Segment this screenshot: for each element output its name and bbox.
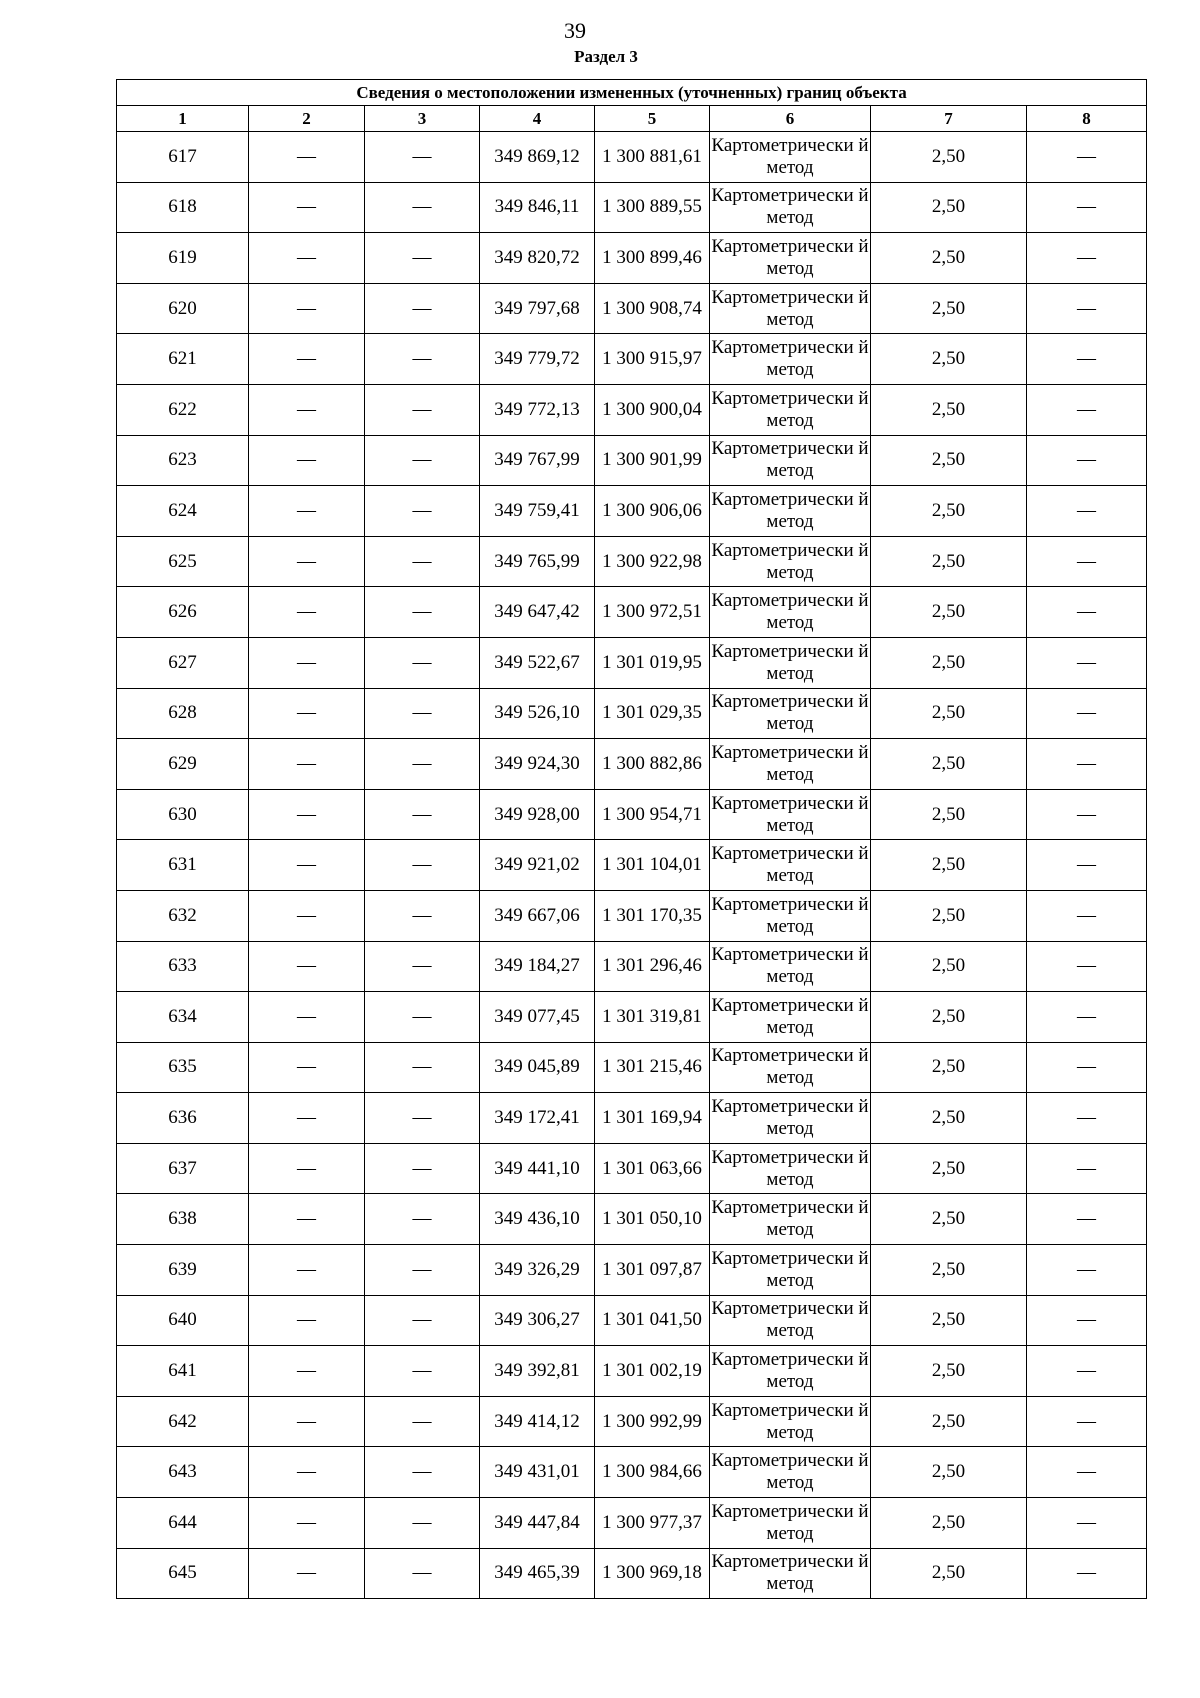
x-coordinate-cell: 349 759,41 xyxy=(480,486,595,537)
x-coordinate-cell: 349 306,27 xyxy=(480,1295,595,1346)
y-coordinate-cell: 1 301 063,66 xyxy=(595,1143,710,1194)
y-coordinate-cell: 1 301 041,50 xyxy=(595,1295,710,1346)
point-number-cell: 631 xyxy=(117,840,249,891)
x-coordinate-cell: 349 045,89 xyxy=(480,1042,595,1093)
col2-cell: — xyxy=(249,1447,365,1498)
col2-cell: — xyxy=(249,992,365,1043)
accuracy-cell: 2,50 xyxy=(871,283,1027,334)
point-number-cell: 635 xyxy=(117,1042,249,1093)
y-coordinate-cell: 1 300 908,74 xyxy=(595,283,710,334)
col2-cell: — xyxy=(249,1194,365,1245)
table-row xyxy=(117,1245,1147,1296)
col8-cell: — xyxy=(1027,1447,1147,1498)
method-cell: Картометрически й метод xyxy=(710,1093,871,1144)
col3-cell: — xyxy=(365,1396,480,1447)
x-coordinate-cell: 349 820,72 xyxy=(480,233,595,284)
point-number-cell: 621 xyxy=(117,334,249,385)
col2-cell: — xyxy=(249,1245,365,1296)
col3-cell: — xyxy=(365,486,480,537)
accuracy-cell: 2,50 xyxy=(871,941,1027,992)
method-cell: Картометрически й метод xyxy=(710,1447,871,1498)
y-coordinate-cell: 1 301 104,01 xyxy=(595,840,710,891)
accuracy-cell: 2,50 xyxy=(871,1093,1027,1144)
col3-cell: — xyxy=(365,233,480,284)
col8-cell: — xyxy=(1027,1143,1147,1194)
x-coordinate-cell: 349 779,72 xyxy=(480,334,595,385)
x-coordinate-cell: 349 522,67 xyxy=(480,637,595,688)
table-row xyxy=(117,283,1147,334)
accuracy-cell: 2,50 xyxy=(871,1396,1027,1447)
point-number-cell: 623 xyxy=(117,435,249,486)
table-row xyxy=(117,1498,1147,1549)
col3-cell: — xyxy=(365,587,480,638)
accuracy-cell: 2,50 xyxy=(871,739,1027,790)
y-coordinate-cell: 1 300 972,51 xyxy=(595,587,710,638)
y-coordinate-cell: 1 301 097,87 xyxy=(595,1245,710,1296)
y-coordinate-cell: 1 300 992,99 xyxy=(595,1396,710,1447)
accuracy-cell: 2,50 xyxy=(871,1194,1027,1245)
table-row xyxy=(117,789,1147,840)
column-number-3: 3 xyxy=(365,106,480,132)
point-number-cell: 617 xyxy=(117,132,249,183)
column-number-1: 1 xyxy=(117,106,249,132)
col8-cell: — xyxy=(1027,890,1147,941)
col2-cell: — xyxy=(249,536,365,587)
col8-cell: — xyxy=(1027,132,1147,183)
x-coordinate-cell: 349 765,99 xyxy=(480,536,595,587)
method-cell: Картометрически й метод xyxy=(710,283,871,334)
method-cell: Картометрически й метод xyxy=(710,688,871,739)
method-cell: Картометрически й метод xyxy=(710,587,871,638)
point-number-cell: 642 xyxy=(117,1396,249,1447)
point-number-cell: 629 xyxy=(117,739,249,790)
x-coordinate-cell: 349 767,99 xyxy=(480,435,595,486)
col3-cell: — xyxy=(365,1093,480,1144)
table-row xyxy=(117,739,1147,790)
accuracy-cell: 2,50 xyxy=(871,1143,1027,1194)
col8-cell: — xyxy=(1027,789,1147,840)
table-row xyxy=(117,1042,1147,1093)
point-number-cell: 620 xyxy=(117,283,249,334)
method-cell: Картометрически й метод xyxy=(710,1396,871,1447)
col3-cell: — xyxy=(365,1042,480,1093)
point-number-cell: 641 xyxy=(117,1346,249,1397)
method-cell: Картометрически й метод xyxy=(710,132,871,183)
accuracy-cell: 2,50 xyxy=(871,1447,1027,1498)
x-coordinate-cell: 349 326,29 xyxy=(480,1245,595,1296)
method-cell: Картометрически й метод xyxy=(710,1548,871,1599)
col2-cell: — xyxy=(249,840,365,891)
col2-cell: — xyxy=(249,1295,365,1346)
col3-cell: — xyxy=(365,941,480,992)
col8-cell: — xyxy=(1027,992,1147,1043)
point-number-cell: 618 xyxy=(117,182,249,233)
point-number-cell: 619 xyxy=(117,233,249,284)
x-coordinate-cell: 349 172,41 xyxy=(480,1093,595,1144)
method-cell: Картометрически й метод xyxy=(710,1194,871,1245)
x-coordinate-cell: 349 436,10 xyxy=(480,1194,595,1245)
col3-cell: — xyxy=(365,1295,480,1346)
col8-cell: — xyxy=(1027,739,1147,790)
col3-cell: — xyxy=(365,536,480,587)
col8-cell: — xyxy=(1027,1548,1147,1599)
col3-cell: — xyxy=(365,182,480,233)
method-cell: Картометрически й метод xyxy=(710,435,871,486)
col2-cell: — xyxy=(249,283,365,334)
y-coordinate-cell: 1 301 215,46 xyxy=(595,1042,710,1093)
y-coordinate-cell: 1 300 882,86 xyxy=(595,739,710,790)
y-coordinate-cell: 1 301 296,46 xyxy=(595,941,710,992)
x-coordinate-cell: 349 647,42 xyxy=(480,587,595,638)
y-coordinate-cell: 1 300 881,61 xyxy=(595,132,710,183)
col8-cell: — xyxy=(1027,1498,1147,1549)
accuracy-cell: 2,50 xyxy=(871,132,1027,183)
y-coordinate-cell: 1 301 029,35 xyxy=(595,688,710,739)
col3-cell: — xyxy=(365,1245,480,1296)
table-row xyxy=(117,1143,1147,1194)
point-number-cell: 639 xyxy=(117,1245,249,1296)
page-number: 39 xyxy=(564,18,586,43)
method-cell: Картометрически й метод xyxy=(710,486,871,537)
col2-cell: — xyxy=(249,890,365,941)
column-number-7: 7 xyxy=(871,106,1027,132)
method-cell: Картометрически й метод xyxy=(710,384,871,435)
col3-cell: — xyxy=(365,1548,480,1599)
y-coordinate-cell: 1 300 977,37 xyxy=(595,1498,710,1549)
y-coordinate-cell: 1 300 954,71 xyxy=(595,789,710,840)
col2-cell: — xyxy=(249,334,365,385)
col3-cell: — xyxy=(365,132,480,183)
y-coordinate-cell: 1 301 169,94 xyxy=(595,1093,710,1144)
y-coordinate-cell: 1 300 969,18 xyxy=(595,1548,710,1599)
y-coordinate-cell: 1 300 915,97 xyxy=(595,334,710,385)
col2-cell: — xyxy=(249,1042,365,1093)
col3-cell: — xyxy=(365,688,480,739)
col2-cell: — xyxy=(249,1548,365,1599)
table-row xyxy=(117,132,1147,183)
point-number-cell: 633 xyxy=(117,941,249,992)
table-row xyxy=(117,435,1147,486)
accuracy-cell: 2,50 xyxy=(871,233,1027,284)
col2-cell: — xyxy=(249,739,365,790)
x-coordinate-cell: 349 846,11 xyxy=(480,182,595,233)
col2-cell: — xyxy=(249,1346,365,1397)
x-coordinate-cell: 349 077,45 xyxy=(480,992,595,1043)
col8-cell: — xyxy=(1027,334,1147,385)
accuracy-cell: 2,50 xyxy=(871,334,1027,385)
point-number-cell: 626 xyxy=(117,587,249,638)
point-number-cell: 636 xyxy=(117,1093,249,1144)
table-row xyxy=(117,334,1147,385)
method-cell: Картометрически й метод xyxy=(710,536,871,587)
col8-cell: — xyxy=(1027,941,1147,992)
point-number-cell: 644 xyxy=(117,1498,249,1549)
col8-cell: — xyxy=(1027,1042,1147,1093)
method-cell: Картометрически й метод xyxy=(710,739,871,790)
accuracy-cell: 2,50 xyxy=(871,1548,1027,1599)
x-coordinate-cell: 349 928,00 xyxy=(480,789,595,840)
accuracy-cell: 2,50 xyxy=(871,688,1027,739)
x-coordinate-cell: 349 667,06 xyxy=(480,890,595,941)
method-cell: Картометрически й метод xyxy=(710,334,871,385)
boundary-coordinates-table xyxy=(116,79,1147,1599)
method-cell: Картометрически й метод xyxy=(710,1245,871,1296)
col8-cell: — xyxy=(1027,1396,1147,1447)
accuracy-cell: 2,50 xyxy=(871,486,1027,537)
section-title: Раздел 3 xyxy=(574,47,638,66)
col3-cell: — xyxy=(365,283,480,334)
accuracy-cell: 2,50 xyxy=(871,890,1027,941)
point-number-cell: 640 xyxy=(117,1295,249,1346)
table-row xyxy=(117,688,1147,739)
col8-cell: — xyxy=(1027,384,1147,435)
col3-cell: — xyxy=(365,1194,480,1245)
table-row xyxy=(117,840,1147,891)
column-number-8: 8 xyxy=(1027,106,1147,132)
point-number-cell: 632 xyxy=(117,890,249,941)
col2-cell: — xyxy=(249,1143,365,1194)
x-coordinate-cell: 349 924,30 xyxy=(480,739,595,790)
y-coordinate-cell: 1 300 922,98 xyxy=(595,536,710,587)
table-row xyxy=(117,182,1147,233)
point-number-cell: 624 xyxy=(117,486,249,537)
table-row xyxy=(117,1396,1147,1447)
col2-cell: — xyxy=(249,435,365,486)
col8-cell: — xyxy=(1027,1245,1147,1296)
y-coordinate-cell: 1 300 889,55 xyxy=(595,182,710,233)
accuracy-cell: 2,50 xyxy=(871,182,1027,233)
method-cell: Картометрически й метод xyxy=(710,789,871,840)
x-coordinate-cell: 349 772,13 xyxy=(480,384,595,435)
table-row xyxy=(117,233,1147,284)
y-coordinate-cell: 1 300 906,06 xyxy=(595,486,710,537)
table-row xyxy=(117,536,1147,587)
column-number-6: 6 xyxy=(710,106,871,132)
col8-cell: — xyxy=(1027,1295,1147,1346)
col2-cell: — xyxy=(249,233,365,284)
y-coordinate-cell: 1 301 319,81 xyxy=(595,992,710,1043)
point-number-cell: 634 xyxy=(117,992,249,1043)
y-coordinate-cell: 1 301 170,35 xyxy=(595,890,710,941)
x-coordinate-cell: 349 465,39 xyxy=(480,1548,595,1599)
y-coordinate-cell: 1 300 901,99 xyxy=(595,435,710,486)
col8-cell: — xyxy=(1027,840,1147,891)
col3-cell: — xyxy=(365,992,480,1043)
col3-cell: — xyxy=(365,739,480,790)
table-row xyxy=(117,637,1147,688)
point-number-cell: 622 xyxy=(117,384,249,435)
point-number-cell: 645 xyxy=(117,1548,249,1599)
col2-cell: — xyxy=(249,1093,365,1144)
point-number-cell: 625 xyxy=(117,536,249,587)
method-cell: Картометрически й метод xyxy=(710,233,871,284)
col3-cell: — xyxy=(365,334,480,385)
col3-cell: — xyxy=(365,1346,480,1397)
method-cell: Картометрически й метод xyxy=(710,992,871,1043)
col2-cell: — xyxy=(249,941,365,992)
method-cell: Картометрически й метод xyxy=(710,182,871,233)
col8-cell: — xyxy=(1027,1093,1147,1144)
col2-cell: — xyxy=(249,1396,365,1447)
x-coordinate-cell: 349 414,12 xyxy=(480,1396,595,1447)
col8-cell: — xyxy=(1027,182,1147,233)
accuracy-cell: 2,50 xyxy=(871,992,1027,1043)
col3-cell: — xyxy=(365,840,480,891)
col8-cell: — xyxy=(1027,536,1147,587)
accuracy-cell: 2,50 xyxy=(871,435,1027,486)
method-cell: Картометрически й метод xyxy=(710,637,871,688)
col2-cell: — xyxy=(249,637,365,688)
col2-cell: — xyxy=(249,789,365,840)
col2-cell: — xyxy=(249,132,365,183)
table-caption: Сведения о местоположении измененных (уточненных) границ объекта xyxy=(117,80,1147,106)
table-row xyxy=(117,587,1147,638)
table-row xyxy=(117,890,1147,941)
method-cell: Картометрически й метод xyxy=(710,1143,871,1194)
point-number-cell: 628 xyxy=(117,688,249,739)
col3-cell: — xyxy=(365,1143,480,1194)
accuracy-cell: 2,50 xyxy=(871,1295,1027,1346)
method-cell: Картометрически й метод xyxy=(710,890,871,941)
x-coordinate-cell: 349 184,27 xyxy=(480,941,595,992)
col8-cell: — xyxy=(1027,1346,1147,1397)
table-row xyxy=(117,1093,1147,1144)
column-number-5: 5 xyxy=(595,106,710,132)
point-number-cell: 630 xyxy=(117,789,249,840)
column-number-row xyxy=(117,106,1147,132)
y-coordinate-cell: 1 300 984,66 xyxy=(595,1447,710,1498)
accuracy-cell: 2,50 xyxy=(871,1346,1027,1397)
method-cell: Картометрически й метод xyxy=(710,1042,871,1093)
point-number-cell: 627 xyxy=(117,637,249,688)
y-coordinate-cell: 1 300 899,46 xyxy=(595,233,710,284)
accuracy-cell: 2,50 xyxy=(871,1042,1027,1093)
accuracy-cell: 2,50 xyxy=(871,789,1027,840)
col8-cell: — xyxy=(1027,283,1147,334)
col8-cell: — xyxy=(1027,435,1147,486)
method-cell: Картометрически й метод xyxy=(710,941,871,992)
col8-cell: — xyxy=(1027,637,1147,688)
col3-cell: — xyxy=(365,637,480,688)
col8-cell: — xyxy=(1027,688,1147,739)
x-coordinate-cell: 349 921,02 xyxy=(480,840,595,891)
point-number-cell: 643 xyxy=(117,1447,249,1498)
col2-cell: — xyxy=(249,587,365,638)
table-row xyxy=(117,1346,1147,1397)
accuracy-cell: 2,50 xyxy=(871,384,1027,435)
table-body xyxy=(117,132,1147,1599)
accuracy-cell: 2,50 xyxy=(871,536,1027,587)
col3-cell: — xyxy=(365,1447,480,1498)
column-number-4: 4 xyxy=(480,106,595,132)
col3-cell: — xyxy=(365,789,480,840)
method-cell: Картометрически й метод xyxy=(710,1498,871,1549)
col8-cell: — xyxy=(1027,233,1147,284)
col8-cell: — xyxy=(1027,587,1147,638)
table-row xyxy=(117,1295,1147,1346)
x-coordinate-cell: 349 392,81 xyxy=(480,1346,595,1397)
col2-cell: — xyxy=(249,486,365,537)
point-number-cell: 638 xyxy=(117,1194,249,1245)
point-number-cell: 637 xyxy=(117,1143,249,1194)
col3-cell: — xyxy=(365,384,480,435)
x-coordinate-cell: 349 447,84 xyxy=(480,1498,595,1549)
table-row xyxy=(117,1447,1147,1498)
col2-cell: — xyxy=(249,384,365,435)
y-coordinate-cell: 1 301 019,95 xyxy=(595,637,710,688)
y-coordinate-cell: 1 301 050,10 xyxy=(595,1194,710,1245)
col2-cell: — xyxy=(249,182,365,233)
y-coordinate-cell: 1 301 002,19 xyxy=(595,1346,710,1397)
x-coordinate-cell: 349 441,10 xyxy=(480,1143,595,1194)
table-row xyxy=(117,941,1147,992)
col8-cell: — xyxy=(1027,486,1147,537)
accuracy-cell: 2,50 xyxy=(871,637,1027,688)
accuracy-cell: 2,50 xyxy=(871,587,1027,638)
method-cell: Картометрически й метод xyxy=(710,840,871,891)
accuracy-cell: 2,50 xyxy=(871,1245,1027,1296)
col8-cell: — xyxy=(1027,1194,1147,1245)
col3-cell: — xyxy=(365,890,480,941)
column-number-2: 2 xyxy=(249,106,365,132)
accuracy-cell: 2,50 xyxy=(871,840,1027,891)
x-coordinate-cell: 349 869,12 xyxy=(480,132,595,183)
table-row xyxy=(117,1194,1147,1245)
method-cell: Картометрически й метод xyxy=(710,1346,871,1397)
table-row xyxy=(117,384,1147,435)
table-row xyxy=(117,1548,1147,1599)
col3-cell: — xyxy=(365,435,480,486)
y-coordinate-cell: 1 300 900,04 xyxy=(595,384,710,435)
col2-cell: — xyxy=(249,688,365,739)
x-coordinate-cell: 349 526,10 xyxy=(480,688,595,739)
table-row xyxy=(117,992,1147,1043)
x-coordinate-cell: 349 431,01 xyxy=(480,1447,595,1498)
col3-cell: — xyxy=(365,1498,480,1549)
method-cell: Картометрически й метод xyxy=(710,1295,871,1346)
x-coordinate-cell: 349 797,68 xyxy=(480,283,595,334)
accuracy-cell: 2,50 xyxy=(871,1498,1027,1549)
col2-cell: — xyxy=(249,1498,365,1549)
table-row xyxy=(117,486,1147,537)
